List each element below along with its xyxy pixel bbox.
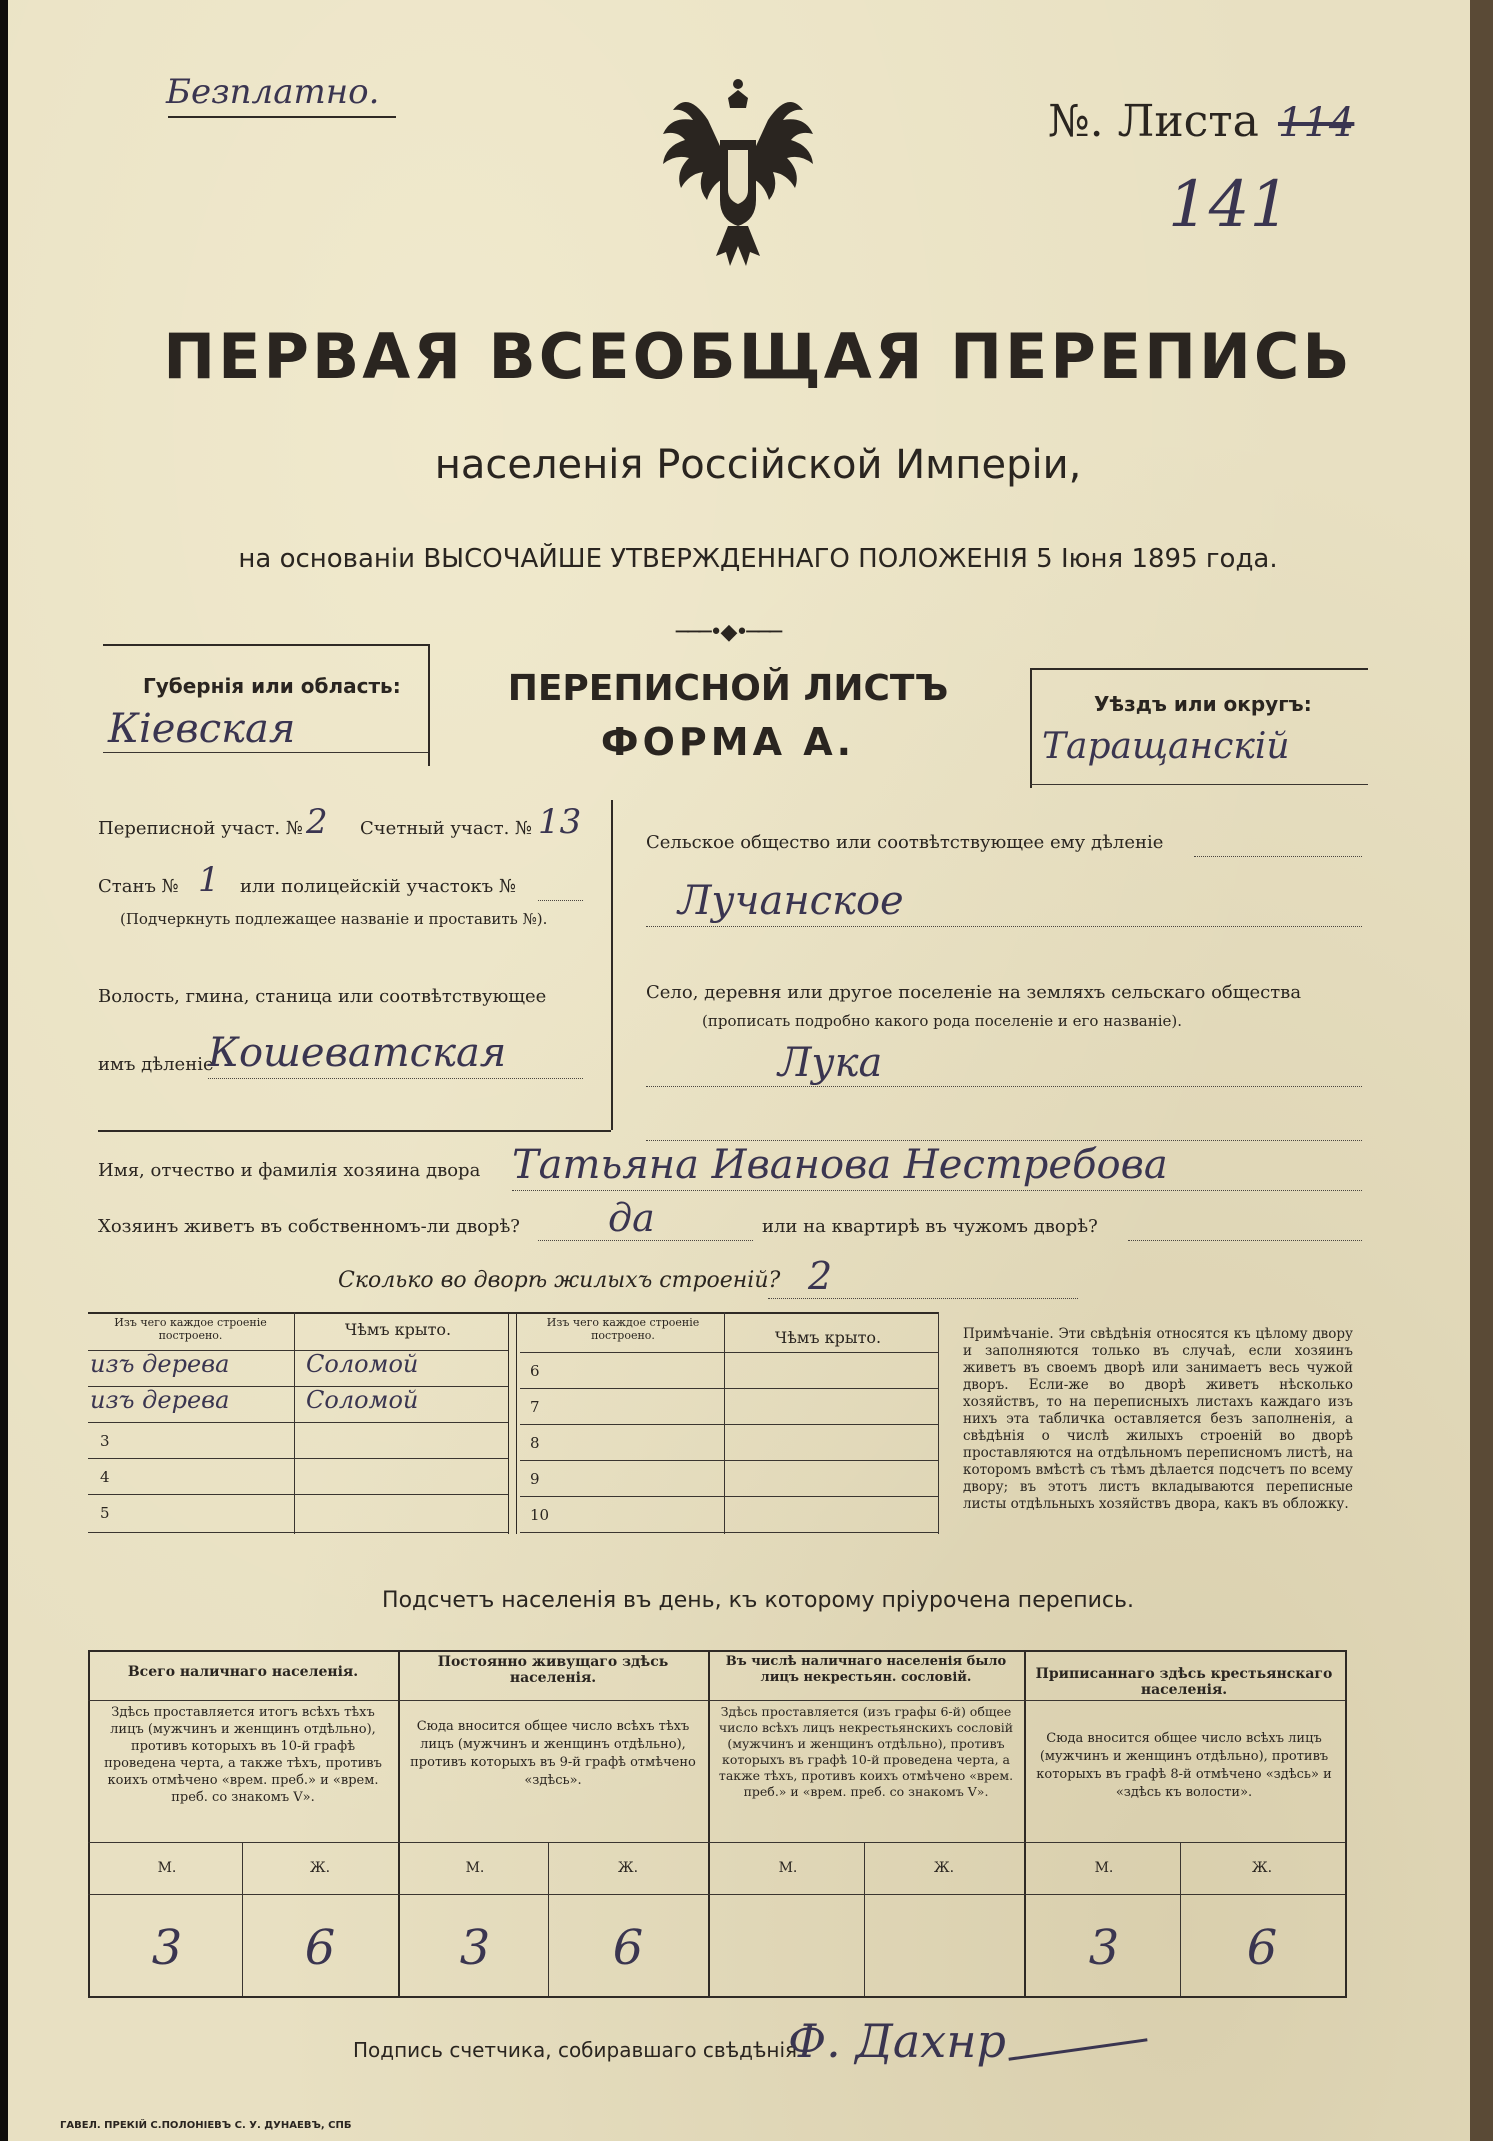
pop-mf-split-3 — [864, 1842, 865, 1996]
gubernia-label: Губернія или область: — [143, 674, 401, 698]
printer-imprint: ГАВЕЛ. ПРЕКІЙ С.ПОЛОНІЕВЪ С. У. ДУНАЕВЪ, СПБ — [60, 2120, 352, 2131]
building-1-roof: Соломой — [306, 1350, 419, 1378]
pop-group-rule-1 — [398, 1650, 400, 1996]
gubernia-top-rule — [103, 644, 428, 646]
buildings-col1-header-left: Изъ чего каждое строеніе построено. — [114, 1316, 267, 1342]
pop-group-rule-3 — [1024, 1650, 1026, 1996]
sheet-title: ПЕРЕПИСНОЙ ЛИСТЪ — [507, 668, 949, 709]
building-row-6 — [520, 1352, 938, 1389]
uezd-value-line — [1030, 784, 1368, 785]
pop-mf-split-1 — [242, 1842, 243, 1996]
page-subtitle: населенія Россійской Имперіи, — [434, 442, 1082, 488]
pop-group-1-m-label: М. — [157, 1860, 177, 1876]
society-line — [1194, 856, 1362, 857]
buildings-table-top-rule — [88, 1312, 938, 1314]
uezd-left-rule — [1030, 668, 1032, 788]
society-value-line — [646, 926, 1362, 927]
owner-name-value: Татьяна Иванова Нестребова — [512, 1142, 1168, 1188]
census-sheet — [8, 0, 1470, 2141]
buildings-value: 2 — [808, 1254, 833, 1298]
village-note: (прописать подробно какого рода поселеніе и его названіе). — [702, 1012, 1182, 1030]
volost-value-line — [208, 1078, 583, 1079]
pop-group-2-m-value: 3 — [459, 1920, 491, 1976]
pop-group-3-m-label: М. — [778, 1860, 798, 1876]
police-note: (Подчеркнуть подлежащее названіе и проставить №). — [120, 910, 548, 928]
pop-group-2-m-label: М. — [465, 1860, 485, 1876]
pop-group-4-desc: Сюда вносится общее число всѣхъ лицъ (мужчинъ и женщинъ отдѣльно), противъ которыхъ въ графѣ 8-й отмѣчено «здѣсь» и «здѣсь къ волости». — [1036, 1731, 1332, 1800]
pop-group-rule-2 — [708, 1650, 710, 1996]
buildings-col2-header-left: Чѣмъ крыто. — [344, 1320, 452, 1339]
building-4-number: 4 — [100, 1468, 110, 1486]
building-row-2 — [88, 1386, 508, 1423]
own-yard-value: да — [608, 1196, 655, 1240]
buildings-double-rule-a — [508, 1312, 509, 1534]
pop-group-2-desc: Сюда вносится общее число всѣхъ тѣхъ лицъ (мужчинъ и женщинъ отдѣльно), противъ которыхъ въ 9-й графѣ отмѣчено «здѣсь». — [410, 1719, 696, 1788]
village-label: Село, деревня или другое поселеніе на земляхъ сельскаго общества — [646, 982, 1302, 1003]
owner-name-line — [512, 1190, 1362, 1191]
census-area-value: 2 — [306, 802, 328, 842]
pop-group-1-desc: Здѣсь проставляется итогъ всѣхъ тѣхъ лицъ (мужчинъ и женщинъ отдѣльно), противъ которыхъ въ 10-й графѣ проведена черта, а также тѣхъ, противъ коихъ отмѣчено «врем. преб.» и «врем. преб. со знакомъ V». — [104, 1705, 382, 1805]
pop-group-3-head: Въ числѣ наличнаго населенія было лицъ некрестьян. сословій. — [725, 1654, 1007, 1685]
gubernia-value-line — [103, 752, 428, 753]
buildings-double-rule-b — [516, 1312, 517, 1534]
signature-label: Подпись счетчика, собиравшаго свѣдѣнія — [353, 2038, 798, 2062]
society-label: Сельское общество или соотвѣтствующее ему дѣленіе — [646, 832, 1164, 853]
volost-label-2: имъ дѣленіе — [98, 1054, 214, 1075]
owner-name-label: Имя, отчество и фамилія хозяина двора — [98, 1160, 481, 1181]
building-row-5 — [88, 1494, 508, 1533]
gubernia-right-rule — [428, 644, 430, 766]
pop-desc-rule — [88, 1842, 1345, 1843]
count-area-label: Счетный участ. № — [360, 818, 533, 839]
pop-group-4-f-value: 6 — [1246, 1920, 1278, 1976]
building-10-number: 10 — [530, 1506, 550, 1524]
population-title: Подсчетъ населенія въ день, къ которому пріурочена перепись. — [382, 1588, 1134, 1613]
left-block-bottom-rule — [98, 1130, 611, 1132]
building-row-8 — [520, 1424, 938, 1461]
police-value-line — [538, 900, 583, 901]
own-yard-line — [538, 1240, 753, 1241]
volost-label: Волость, гмина, станица или соотвѣтствующее — [98, 986, 547, 1007]
pop-group-1-head: Всего наличнаго населенія. — [127, 1664, 359, 1680]
building-row-9 — [520, 1460, 938, 1497]
stan-label: Станъ № — [98, 876, 179, 897]
building-9-number: 9 — [530, 1470, 540, 1488]
uezd-value: Таращанскій — [1042, 726, 1290, 767]
pop-group-1-f-value: 6 — [304, 1920, 336, 1976]
building-row-4 — [88, 1458, 508, 1495]
signature-flourish — [1008, 2038, 1147, 2060]
village-value-line — [646, 1086, 1362, 1087]
buildings-label: Сколько во дворѣ жилыхъ строеній? — [338, 1268, 781, 1293]
rent-line — [1128, 1240, 1362, 1241]
pop-group-2-f-value: 6 — [612, 1920, 644, 1976]
sheet-no-label: №. Листа — [1048, 96, 1259, 147]
pop-group-4-m-value: 3 — [1088, 1920, 1120, 1976]
buildings-right-edge — [938, 1312, 939, 1534]
pop-group-2-head: Постоянно живущаго здѣсь населенія. — [437, 1654, 669, 1686]
page-title: ПЕРВАЯ ВСЕОБЩАЯ ПЕРЕПИСЬ — [163, 320, 1353, 393]
buildings-line — [768, 1298, 1078, 1299]
gubernia-value: Кіевская — [108, 706, 296, 752]
society-value: Лучанское — [678, 878, 904, 924]
pop-head-rule — [88, 1700, 1345, 1701]
coat-of-arms-emblem — [638, 70, 838, 290]
buildings-col1-header-right: Изъ чего каждое строеніе построено. — [546, 1316, 700, 1342]
building-2-material: изъ дерева — [90, 1386, 230, 1414]
pop-group-4-f-label: Ж. — [1251, 1860, 1273, 1876]
page-basis: на основаніи ВЫСОЧАЙШЕ УТВЕРЖДЕННАГО ПОЛОЖЕНІЯ 5 Іюня 1895 года. — [238, 544, 1278, 574]
remark-text: Примѣчаніе. Эти свѣдѣнія относятся къ цѣлому двору и заполняются только въ случаѣ, если хозяинъ живетъ въ своемъ дворѣ или занимаетъ весь чужой дворъ. Если-же во дворѣ живетъ нѣсколько хозяйствъ, то на переписныхъ листахъ каждаго изъ нихъ эта табличка оставляется безъ заполненія, а свѣдѣнія о числѣ жилыхъ строеній во дворѣ проставляются на отдѣльномъ переписномъ листѣ, на которомъ вмѣстѣ съ тѣмъ дѣлается подсчетъ по всему двору; въ этотъ листъ вкладываются переписные листы отдѣльныхъ хозяйствъ двора, какъ въ обложку. — [963, 1326, 1353, 1512]
sheet-no-struck: 114 — [1278, 100, 1355, 146]
signature-value: Ф. Дахнр — [788, 2014, 1006, 2068]
buildings-col2-header-right: Чѣмъ крыто. — [774, 1328, 882, 1347]
pop-group-1-m-value: 3 — [151, 1920, 183, 1976]
building-3-number: 3 — [100, 1432, 110, 1450]
pop-mf-rule — [88, 1894, 1345, 1895]
dark-binding-edge — [1470, 0, 1493, 2141]
building-8-number: 8 — [530, 1434, 540, 1452]
middle-divider — [611, 800, 613, 1130]
count-area-value: 13 — [538, 802, 582, 842]
form-title: ФОРМА А. — [600, 720, 856, 764]
free-label: Безплатно. — [166, 72, 380, 112]
building-5-number: 5 — [100, 1504, 110, 1522]
pop-mf-split-4 — [1180, 1842, 1181, 1996]
uezd-top-rule — [1030, 668, 1368, 670]
volost-value: Кошеватская — [208, 1030, 507, 1076]
pop-group-1-f-label: Ж. — [309, 1860, 331, 1876]
census-area-label: Переписной участ. № — [98, 818, 303, 839]
building-row-7 — [520, 1388, 938, 1425]
building-row-3 — [88, 1422, 508, 1459]
rent-label: или на квартирѣ въ чужомъ дворѣ? — [762, 1216, 1098, 1237]
pop-group-3-desc: Здѣсь проставляется (изъ графы 6-й) общее число всѣхъ лицъ некрестьянскихъ сословій (мужчинъ и женщинъ отдѣльно), противъ которыхъ въ графѣ 10-й проведена черта, а также тѣхъ, противъ коихъ отмѣчено «врем. преб.» и «врем. преб. со знакомъ V». — [718, 1704, 1014, 1799]
village-extra-line — [646, 1140, 1362, 1141]
own-yard-label: Хозяинъ живетъ въ собственномъ-ли дворѣ? — [98, 1216, 520, 1237]
building-6-number: 6 — [530, 1362, 540, 1380]
uezd-label: Уѣздъ или округъ: — [1094, 692, 1312, 716]
pop-group-4-m-label: М. — [1094, 1860, 1114, 1876]
building-7-number: 7 — [530, 1398, 540, 1416]
pop-group-3-f-label: Ж. — [933, 1860, 955, 1876]
building-row-10 — [520, 1496, 938, 1533]
building-1-material: изъ дерева — [90, 1350, 230, 1378]
building-row-1 — [88, 1350, 508, 1387]
sheet-no-handwritten: 141 — [1168, 168, 1291, 242]
village-value: Лука — [778, 1040, 883, 1086]
pop-mf-split-2 — [548, 1842, 549, 1996]
pop-group-4-head: Приписаннаго здѣсь крестьянскаго населенія. — [1035, 1666, 1333, 1698]
ornament-divider: ───•◆•─── — [675, 620, 781, 645]
pop-group-2-f-label: Ж. — [617, 1860, 639, 1876]
police-label: или полицейскій участокъ № — [240, 876, 517, 897]
stan-value: 1 — [198, 860, 220, 900]
building-2-roof: Соломой — [306, 1386, 419, 1414]
free-underline — [168, 116, 396, 118]
